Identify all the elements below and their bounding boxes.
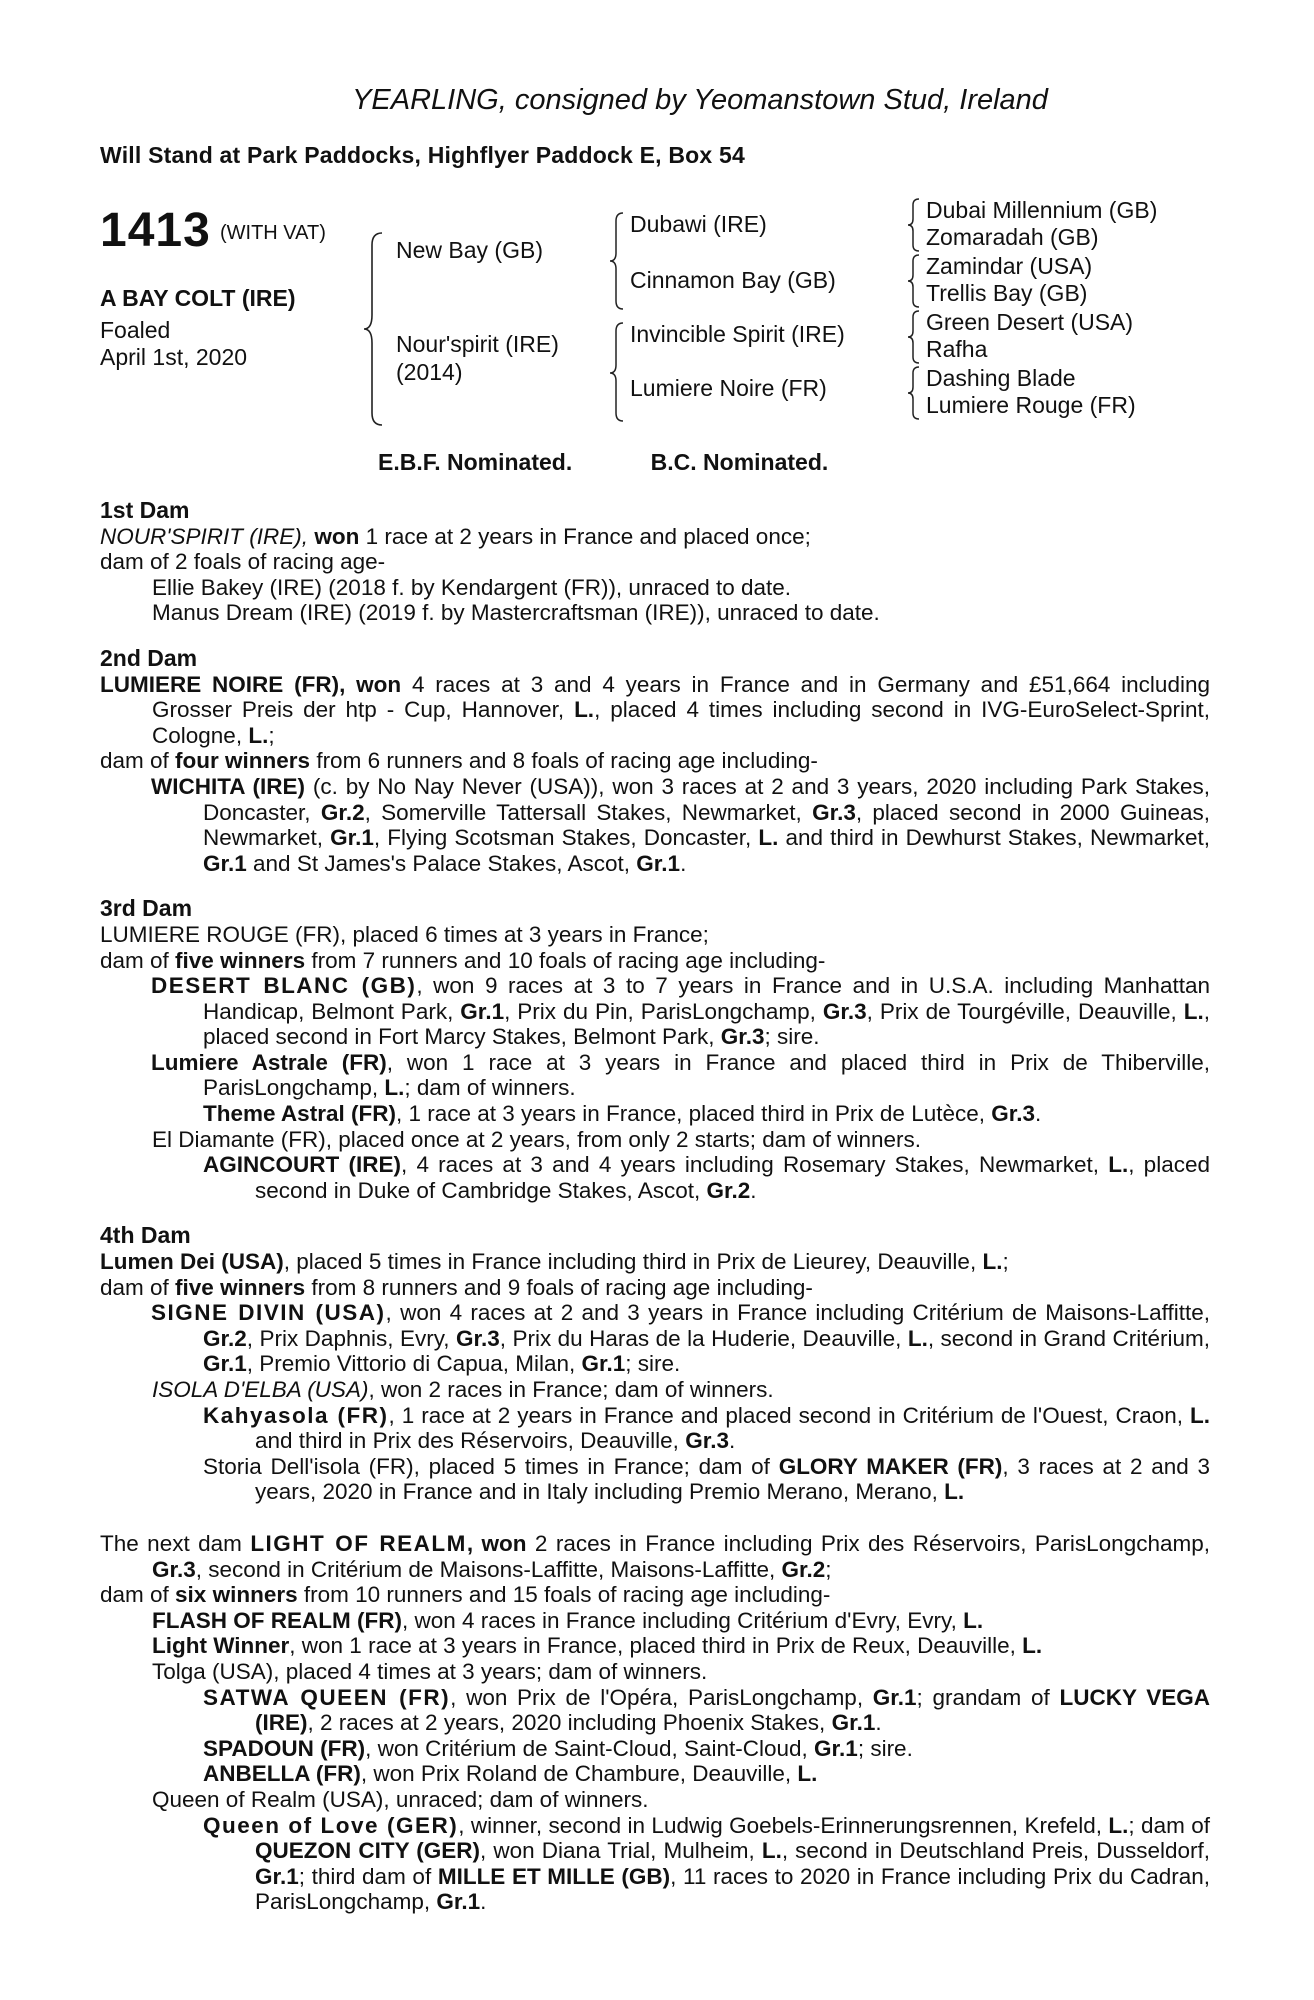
pedigree-table: [100, 197, 1210, 437]
brace-sire: [608, 211, 626, 313]
lot-number: 1413: [100, 204, 211, 257]
produce-item: El Diamante (FR), placed once at 2 years, from only 2 starts; dam of winners.: [152, 1126, 922, 1152]
race-record: 1 race at 2 years in France and placed once;: [359, 523, 811, 549]
consignor-heading: YEARLING, consigned by Yeomanstown Stud, Ireland: [352, 84, 1048, 116]
produce-item: Manus Dream (IRE) (2019 f. by Mastercraftsman (IRE)), unraced to date.: [152, 600, 880, 626]
sire-sire: Dubawi (IRE): [630, 211, 767, 237]
brace-g4: [906, 365, 922, 421]
stand-location: Will Stand at Park Paddocks, Highflyer Paddock E, Box 54: [100, 142, 745, 168]
produce-item: Theme Astral (FR), 1 race at 3 years in France, placed third in Prix de Lutèce, Gr.3.: [203, 1101, 1042, 1127]
produce-item: SIGNE DIVIN (USA), won 4 races at 2 and 3 years in France including Critérium de Maisons-Laffitte, Gr.2, Prix Daphnis, Evry, Gr.3, Prix du Haras de la Huderie, Deauville, L., second in Grand Critérium, Gr.1, Premio Vittorio di Capua, Milan, Gr.1; sire.: [151, 1300, 1210, 1377]
gen3-5: Green Desert (USA): [926, 309, 1134, 335]
produce-item: Light Winner, won 1 race at 3 years in France, placed third in Prix de Reux, Deauville, L.: [152, 1633, 1043, 1659]
sire-dam: Cinnamon Bay (GB): [630, 267, 836, 293]
brace-main: [362, 231, 386, 427]
produce-item: ANBELLA (FR), won Prix Roland de Chambure, Deauville, L.: [203, 1761, 818, 1787]
brace-g3: [906, 309, 922, 365]
dam-record: Lumen Dei (USA), placed 5 times in France including third in Prix de Lieurey, Deauville, L.;: [100, 1249, 1009, 1275]
brace-dam: [608, 321, 626, 425]
section-title: 4th Dam: [100, 1222, 191, 1249]
brace-g2: [906, 253, 922, 309]
produce-item: ISOLA D'ELBA (USA), won 2 races in France; dam of winners.: [152, 1377, 774, 1402]
gen3-8: Lumiere Rouge (FR): [926, 392, 1136, 418]
produce-item: FLASH OF REALM (FR), won 4 races in France including Critérium d'Evry, Evry, L.: [152, 1607, 984, 1633]
produce-item: SPADOUN (FR), won Critérium de Saint-Cloud, Saint-Cloud, Gr.1; sire.: [203, 1735, 913, 1761]
section-title: 2nd Dam: [100, 644, 198, 671]
foaled-date: April 1st, 2020: [100, 344, 248, 370]
produce-item: Ellie Bakey (IRE) (2018 f. by Kendargent (FR)), unraced to date.: [152, 574, 792, 600]
dam-record: LUMIERE ROUGE (FR), placed 6 times at 3 years in France;: [100, 921, 709, 947]
dam-sire: Invincible Spirit (IRE): [630, 321, 845, 347]
gen3-6: Rafha: [926, 336, 988, 362]
gen3-2: Zomaradah (GB): [926, 224, 1099, 250]
produce-intro: dam of five winners from 8 runners and 9 foals of racing age including-: [100, 1274, 813, 1300]
foaled-info: [100, 317, 320, 371]
vat-label: (WITH VAT): [220, 222, 326, 244]
produce-item: Queen of Realm (USA), unraced; dam of winners.: [152, 1786, 649, 1812]
nominations: [100, 449, 1210, 476]
produce-intro: dam of six winners from 10 runners and 15 foals of racing age including-: [100, 1582, 831, 1608]
produce-item: DESERT BLANC (GB), won 9 races at 3 to 7 years in France and in U.S.A. including Manhattan Handicap, Belmont Park, Gr.1, Prix du Pin, ParisLongchamp, Gr.3, Prix de Tourgéville, Deauville, L., placed second in Fort Marcy Stakes, Belmont Park, Gr.3; sire.: [151, 973, 1211, 1050]
first-dam-section: [100, 498, 1210, 626]
dam-record: LUMIERE NOIRE (FR), won 4 races at 3 and 4 years in France and in Germany and £51,664 including Grosser Preis der htp - Cup, Hannover, L., placed 4 times including second in IVG-EuroSelect-Sprint, Cologne, L.;: [100, 671, 1210, 748]
fourth-dam-section: [100, 1223, 1210, 1505]
produce-intro: dam of 2 foals of racing age-: [100, 549, 386, 575]
lot-name: A BAY COLT (IRE): [100, 285, 296, 311]
dam-name: NOUR'SPIRIT (IRE),: [100, 523, 309, 549]
gen3-1: Dubai Millennium (GB): [926, 197, 1158, 223]
section-title: 3rd Dam: [100, 895, 193, 922]
produce-item: AGINCOURT (IRE), 4 races at 3 and 4 years including Rosemary Stakes, Newmarket, L., placed second in Duke of Cambridge Stakes, Ascot, Gr.2.: [203, 1152, 1210, 1203]
sire-name: New Bay (GB): [396, 237, 543, 263]
produce-item: Tolga (USA), placed 4 times at 3 years; dam of winners.: [152, 1658, 708, 1684]
gen3-7: Dashing Blade: [926, 365, 1076, 391]
dam-dam: Lumiere Noire (FR): [630, 375, 827, 401]
dam-name: Nour'spirit (IRE): [396, 331, 559, 357]
ebf-nominated: E.B.F. Nominated.: [378, 449, 573, 475]
won-label: won: [314, 523, 360, 549]
gen3-3: Zamindar (USA): [926, 253, 1093, 279]
produce-item: Kahyasola (FR), 1 race at 2 years in France and placed second in Critérium de l'Ouest, Craon, L. and third in Prix des Réservoirs, Deauville, Gr.3.: [203, 1402, 1210, 1454]
produce-item: WICHITA (IRE) (c. by No Nay Never (USA)), won 3 races at 2 and 3 years, 2020 including Park Stakes, Doncaster, Gr.2, Somerville Tattersall Stakes, Newmarket, Gr.3, placed second in 2000 Guineas, Newmarket, Gr.1, Flying Scotsman Stakes, Doncaster, L. and third in Dewhurst Stakes, Newmarket, Gr.1 and St James's Palace Stakes, Ascot, Gr.1.: [151, 773, 1211, 876]
dam-year: (2014): [396, 359, 463, 385]
catalogue-page: [100, 82, 1210, 1915]
third-dam-section: [100, 896, 1210, 1203]
produce-item: Lumiere Astrale (FR), won 1 race at 3 years in France and placed third in Prix de Thiberville, ParisLongchamp, L.; dam of winners.: [151, 1049, 1210, 1101]
produce-item: Queen of Love (GER), winner, second in Ludwig Goebels-Erinnerungsrennen, Krefeld, L.; dam of QUEZON CITY (GER), won Diana Trial, Mulheim, L., second in Deutschland Preis, Dusseldorf, Gr.1; third dam of MILLE ET MILLE (GB), 11 races to 2020 in France including Prix du Cadran, ParisLongchamp, Gr.1.: [203, 1812, 1211, 1915]
next-dam-section: [100, 1531, 1210, 1915]
foaled-label: Foaled: [100, 317, 171, 343]
gen3-4: Trellis Bay (GB): [926, 280, 1088, 306]
second-dam-section: [100, 646, 1210, 876]
brace-g1: [906, 197, 922, 253]
produce-intro: dam of four winners from 6 runners and 8 foals of racing age including-: [100, 748, 818, 774]
produce-intro: dam of five winners from 7 runners and 10 foals of racing age including-: [100, 947, 826, 973]
bc-nominated: B.C. Nominated.: [650, 449, 829, 475]
produce-item: SATWA QUEEN (FR), won Prix de l'Opéra, ParisLongchamp, Gr.1; grandam of LUCKY VEGA (IRE), 2 races at 2 years, 2020 including Phoenix Stakes, Gr.1.: [203, 1684, 1211, 1736]
produce-item: Storia Dell'isola (FR), placed 5 times in France; dam of GLORY MAKER (FR), 3 races at 2 and 3 years, 2020 in France and in Italy including Premio Merano, Merano, L.: [203, 1453, 1211, 1505]
section-title: 1st Dam: [100, 497, 190, 523]
dam-record: The next dam LIGHT OF REALM, won 2 races in France including Prix des Réservoirs, ParisLongchamp, Gr.3, second in Critérium de Maisons-Laffitte, Maisons-Laffitte, Gr.2;: [100, 1530, 1210, 1582]
